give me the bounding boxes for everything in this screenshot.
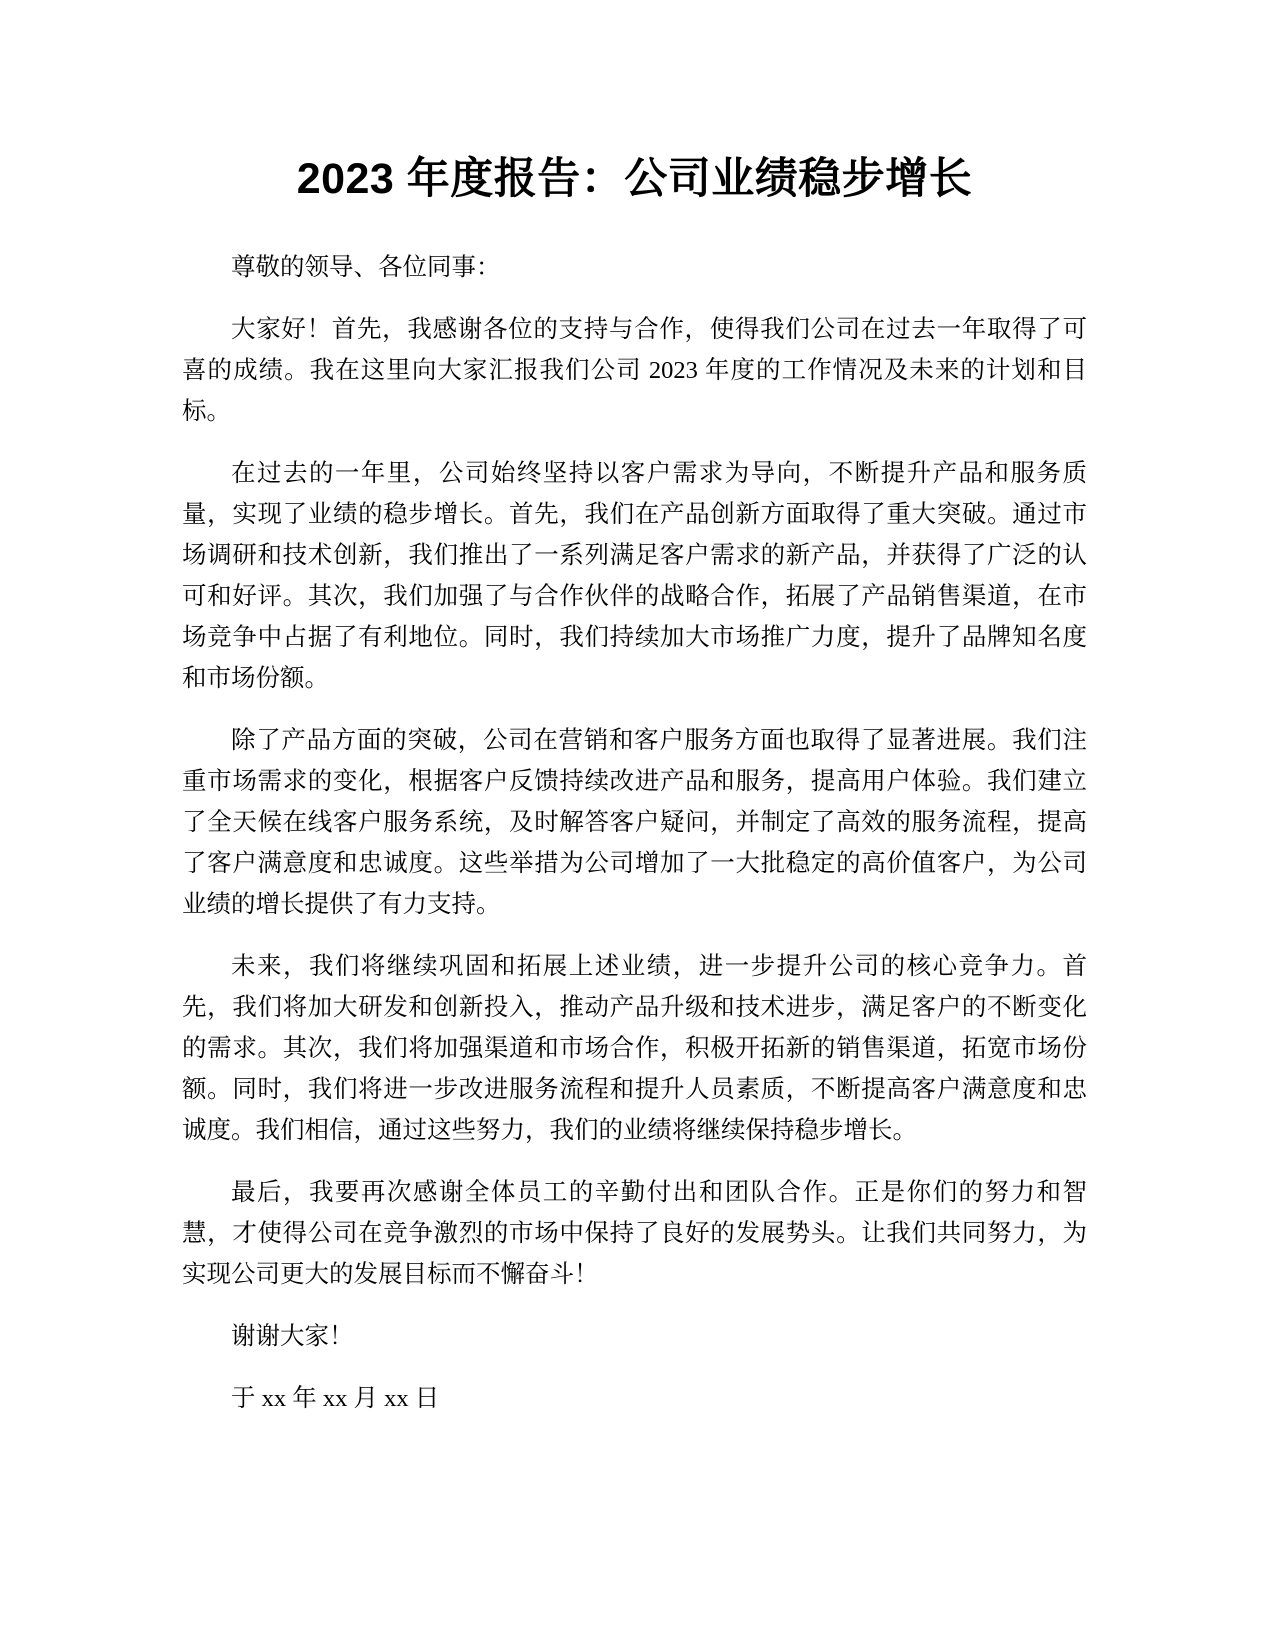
paragraph-future-plans: 未来，我们将继续巩固和拓展上述业绩，进一步提升公司的核心竞争力。首先，我们将加大研发和创新投入，推动产品升级和技术进步，满足客户的不断变化的需求。其次，我们将加强渠道和市场合作，积极开拓新的销售渠道，拓宽市场份额。同时，我们将进一步改进服务流程和提升人员素质，不断提高客户满意度和忠诚度。我们相信，通过这些努力，我们的业绩将继续保持稳步增长。	[182, 953, 1087, 1144]
paragraph-thanks: 最后，我要再次感谢全体员工的辛勤付出和团队合作。正是你们的努力和智慧，才使得公司在竞争激烈的市场中保持了良好的发展势头。让我们共同努力，为实现公司更大的发展目标而不懈奋斗！	[182, 1179, 1087, 1288]
salutation: 尊敬的领导、各位同事：	[231, 254, 501, 281]
document-title: 2023 年度报告：公司业绩稳步增长	[296, 155, 973, 203]
closing: 谢谢大家！	[231, 1323, 354, 1350]
date-line: 于 xx 年 xx 月 xx 日	[231, 1385, 440, 1412]
paragraph-greeting: 大家好！首先，我感谢各位的支持与合作，使得我们公司在过去一年取得了可喜的成绩。我在这里向大家汇报我们公司 2023 年度的工作情况及未来的计划和目标。	[182, 316, 1087, 425]
paragraph-achievements: 在过去的一年里，公司始终坚持以客户需求为导向，不断提升产品和服务质量，实现了业绩的稳步增长。首先，我们在产品创新方面取得了重大突破。通过市场调研和技术创新，我们推出了一系列满足客户需求的新产品，并获得了广泛的认可和好评。其次，我们加强了与合作伙伴的战略合作，拓展了产品销售渠道，在市场竞争中占据了有利地位。同时，我们持续加大市场推广力度，提升了品牌知名度和市场份额。	[182, 460, 1087, 692]
paragraph-marketing-service: 除了产品方面的突破，公司在营销和客户服务方面也取得了显著进展。我们注重市场需求的变化，根据客户反馈持续改进产品和服务，提高用户体验。我们建立了全天候在线客户服务系统，及时解答客户疑问，并制定了高效的服务流程，提高了客户满意度和忠诚度。这些举措为公司增加了一大批稳定的高价值客户，为公司业绩的增长提供了有力支持。	[182, 727, 1087, 918]
document-body	[182, 247, 1087, 1440]
